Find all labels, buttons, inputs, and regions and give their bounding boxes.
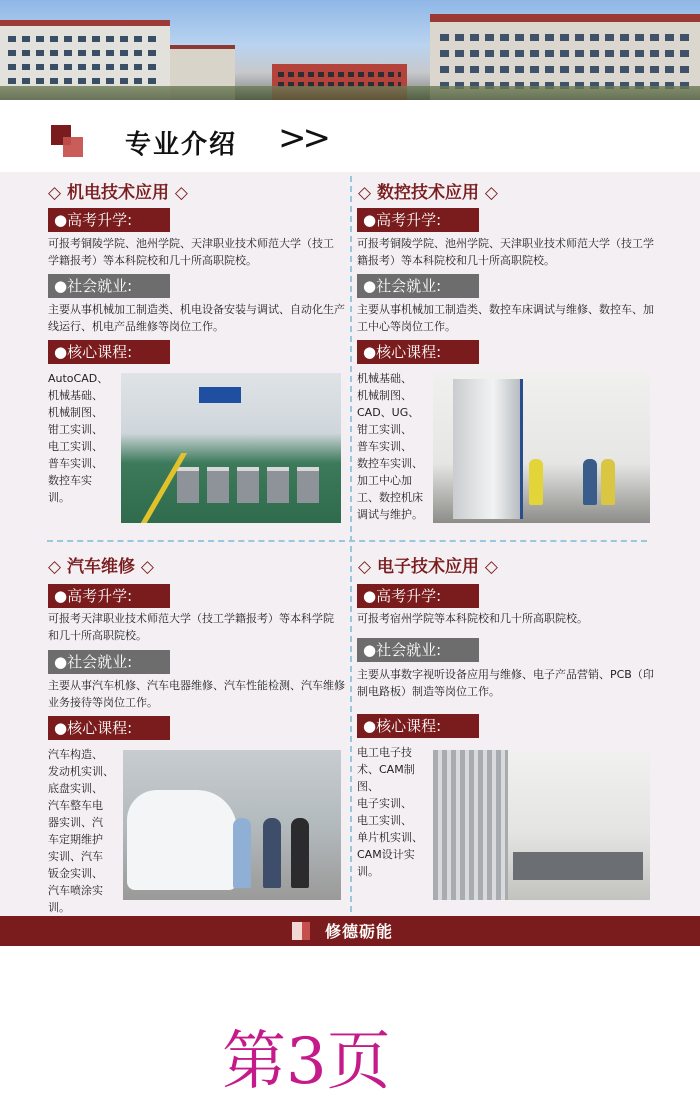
tree-line (0, 86, 700, 100)
major-title: ◇ 机电技术应用 ◇ (48, 183, 188, 203)
page-title: 专业介绍 (125, 130, 238, 160)
gaokao-tag: ●高考升学: (357, 208, 479, 232)
gaokao-text: 可报考铜陵学院、池州学院、天津职业技术师范大学（技工学籍报考）等本科院校和几十所高职院校。 (48, 237, 334, 267)
vertical-divider (350, 176, 352, 912)
jiuye-tag: ●社会就业: (48, 274, 170, 298)
jiuye-text: 主要从事机械加工制造类、数控车床调试与维修、数控车、加工中心等岗位工作。 (357, 303, 654, 333)
kecheng-tag: ●核心课程: (48, 716, 170, 740)
gaokao-tag: ●高考升学: (48, 584, 170, 608)
campus-banner-photo (0, 0, 700, 100)
course-list: AutoCAD、 机械基础、 机械制图、 钳工实训、 电工实训、 普车实训、 数控车实 训。 (48, 372, 109, 504)
jiuye-text: 主要从事数字视听设备应用与维修、电子产品营销、PCB（印制电路板）制造等岗位工作。 (357, 668, 654, 698)
course-list: 机械基础、 机械制图、 CAD、UG、 钳工实训、 普车实训、 数控车实训、 加工中心加 工、数控机床 调试与维护。 (357, 372, 423, 521)
jiuye-tag: ●社会就业: (357, 274, 479, 298)
kecheng-tag: ●核心课程: (357, 714, 479, 738)
header-square-light-icon (63, 137, 83, 157)
cnc-lab-photo (433, 373, 650, 523)
gaokao-text: 可报考天津职业技术师范大学（技工学籍报考）等本科学院和几十所高职院校。 (48, 612, 334, 642)
course-list: 电工电子技 术、CAM制图、 电子实训、 电工实训、 单片机实训、 CAM设计实 训。 (357, 746, 423, 878)
major-title: ◇ 数控技术应用 ◇ (358, 183, 498, 203)
gaokao-tag: ●高考升学: (48, 208, 170, 232)
jiuye-text: 主要从事汽车机修、汽车电器维修、汽车性能检测、汽车维修业务接待等岗位工作。 (48, 679, 345, 709)
footer-slogan: 修德砺能 (325, 922, 394, 941)
gaokao-tag: ●高考升学: (357, 584, 479, 608)
jiuye-text: 主要从事机械加工制造类、机电设备安装与调试、自动化生产线运行、机电产品维修等岗位工作。 (48, 303, 345, 333)
jiuye-tag: ●社会就业: (48, 650, 170, 674)
gaokao-text: 可报考铜陵学院、池州学院、天津职业技术师范大学（技工学籍报考）等本科院校和几十所高职院校。 (357, 237, 654, 267)
auto-repair-photo (123, 750, 341, 900)
section-header (0, 100, 700, 172)
kecheng-tag: ●核心课程: (357, 340, 479, 364)
horizontal-divider (47, 540, 647, 542)
kecheng-tag: ●核心课程: (48, 340, 170, 364)
jiuye-tag: ●社会就业: (357, 638, 479, 662)
square-icon (292, 922, 310, 940)
electronics-lab-photo (433, 750, 650, 900)
double-arrow-icon: >> (278, 118, 327, 158)
major-title: ◇ 汽车维修 ◇ (48, 557, 154, 577)
course-list: 汽车构造、 发动机实训、 底盘实训、 汽车整车电 器实训、汽 车定期维护 实训、汽车 钣金实训、 汽车喷涂实 训。 (48, 748, 114, 914)
page-number: 第3页 (222, 1025, 391, 1099)
major-title: ◇ 电子技术应用 ◇ (358, 557, 498, 577)
gaokao-text: 可报考宿州学院等本科院校和几十所高职院校。 (357, 612, 588, 625)
workshop-photo (121, 373, 341, 523)
